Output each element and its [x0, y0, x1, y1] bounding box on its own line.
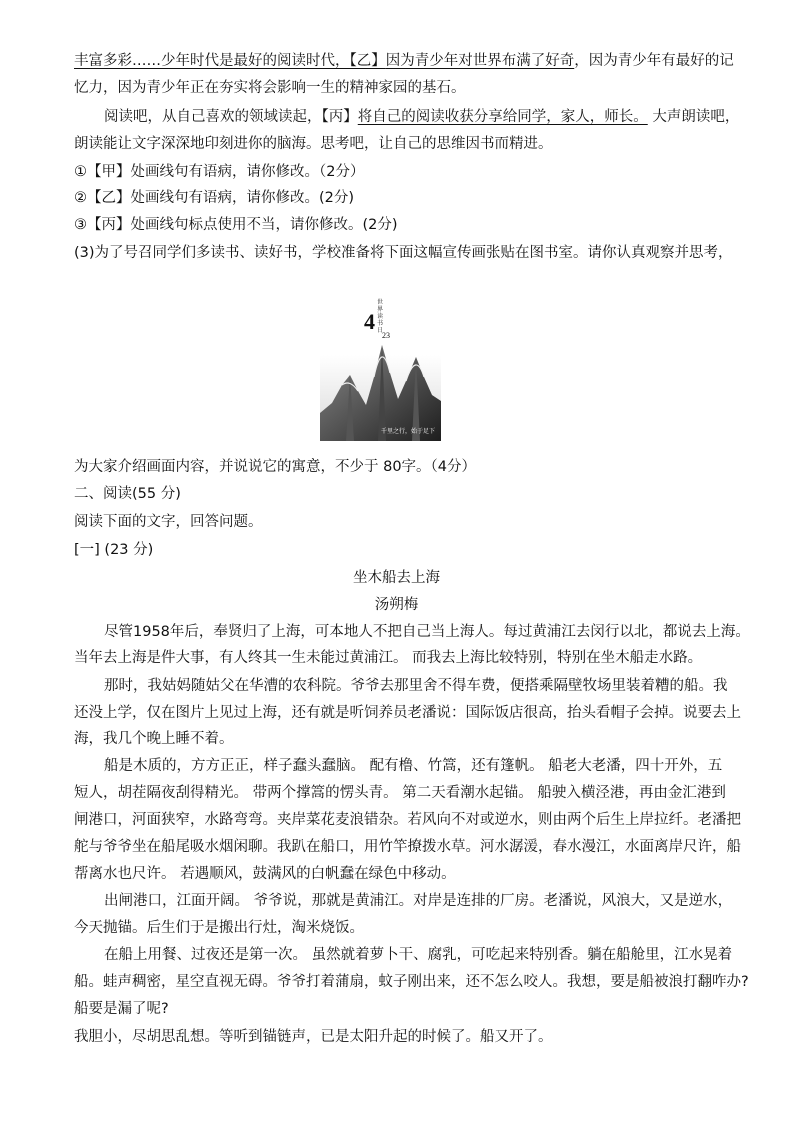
intro-line-3: [104, 107, 739, 127]
article-line: 当年去上海是件大事，有人终其一生未能过黄浦江。 而我去上海比较特别，特别在坐木船走水路。: [74, 650, 703, 666]
article-line: 那时，我姑妈随姑父在华漕的农科院。爷爷去那里舍不得车费，便搭乘隔壁牧场里装着糟的船。我: [104, 678, 728, 694]
intro-line-1-tail: ，因为青少年有最好的记: [574, 53, 734, 69]
intro-line-1: [74, 51, 734, 71]
article-line: 在船上用餐、过夜还是第一次。 虽然就着萝卜干、腐乳，可吃起来特别香。躺在船舱里，江水晃着: [104, 947, 733, 963]
poster-date-day: 23: [382, 331, 390, 340]
article-line: 出闸港口，江面开阔。 爷爷说，那就是黄浦江。对岸是连排的厂房。老潘说，风浪大，又是逆水，: [104, 893, 733, 909]
intro-line-3-head: 阅读吧，从自己喜欢的领域读起，【丙】: [104, 109, 358, 125]
poster-caption: 千里之行，始于足下: [380, 428, 435, 435]
question-3: ③【丙】处画线句标点使用不当，请你修改。(2分): [74, 217, 398, 233]
article-title: 坐木船去上海: [353, 570, 440, 586]
article-line: 帮离水也尺许。 若遇顺风，鼓满风的白帆蠢在绿色中移动。: [74, 866, 456, 882]
article-line: 尽管1958年后，奉贤归了上海，可本地人不把自己当上海人。每过黄浦江去闵行以北，都说去上海。: [104, 624, 750, 640]
question-2: ②【乙】处画线句有语病，请你修改。(2分): [74, 190, 355, 206]
reading-instruction: 阅读下面的文字，回答问题。: [74, 514, 263, 530]
article-line: 今天抛锚。后生们于是搬出行灶，淘米烧饭。: [74, 920, 364, 936]
intro-line-1-underlined-head: 丰富多彩……少年时代是最好的阅读时代，【乙】: [74, 53, 386, 69]
article-line: 舵与爷爷坐在船尾吸水烟闲聊。我趴在船口，用竹竿撩拨水草。河水潺湲，春水漫江，水面离岸尺许，船: [74, 839, 741, 855]
article-author: 汤朔梅: [374, 597, 419, 613]
article-line: 船是木质的，方方正正，样子蠢头蠢脑。 配有橹、竹篙，还有篷帆。 船老大老潘，四十开外，五: [104, 758, 723, 774]
question-3-continuation: 为大家介绍画面内容，并说说它的寓意，不少于 80字。（4分）: [74, 459, 477, 475]
question-1: ①【甲】处画线句有语病，请你修改。（2分）: [74, 164, 365, 180]
section-title: 二、阅读(55 分): [74, 486, 181, 502]
article-line: 船。蛙声稠密，星空直视无碍。爷爷打着蒲扇，蚊子刚出来，还不怎么咬人。我想，要是船被浪打翻咋办?: [74, 974, 749, 990]
article-line: 闸港口，河面狭窄，水路弯弯。夹岸菜花麦浪错杂。若风向不对或逆水，则由两个后生上岸拉纤。老潘把: [74, 812, 741, 828]
intro-line-4: 朗读能让文字深深地印刻进你的脑海。思考吧，让自己的思维因书而精进。: [74, 136, 553, 152]
article-line: 还没上学，仅在图片上见过上海，还有就是听饲养员老潘说：国际饭店很高，抬头看帽子会掉。说要去上: [74, 705, 741, 721]
intro-line-2: 忆力，因为青少年正在夯实将会影响一生的精神家园的基石。: [74, 80, 466, 96]
article-line: 船要是漏了呢?: [74, 1001, 169, 1017]
article-line: 我胆小，尽胡思乱想。等听到锚链声，已是太阳升起的时候了。船又开了。: [74, 1029, 553, 1045]
underlined-sentence-bing: 将自己的阅读收获分享给同学，家人，师长。: [357, 109, 648, 125]
reading-day-poster: [320, 295, 441, 441]
underlined-sentence-yi: 因为青少年对世界布满了好奇: [385, 53, 575, 69]
question-3-prompt: (3)为了号召同学们多读书、读好书，学校准备将下面这幅宣传画张贴在图书室。请你认真观察并思考，: [74, 245, 733, 261]
intro-line-3-tail: 大声朗读吧，: [647, 109, 740, 125]
article-line: 海，我几个晚上睡不着。: [74, 731, 234, 747]
poster-date-month: 4: [364, 309, 375, 334]
part-label: [一] (23 分): [74, 542, 154, 558]
poster-vertical-title: 世界读书日: [377, 299, 384, 334]
article-line: 短人，胡茬隔夜刮得精光。 带两个撑篙的愣头青。 第二天看潮水起锚。 船驶入横泾港，再由金汇港到: [74, 785, 726, 801]
